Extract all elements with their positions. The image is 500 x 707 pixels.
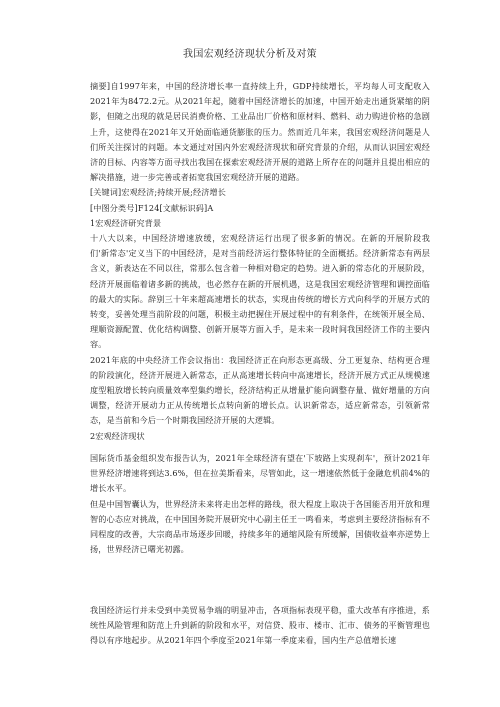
classification-line: [中图分类号]F124[文献标识码]A: [90, 202, 214, 213]
section1-paragraph-1: 十八大以来，中国经济增速放缓，宏观经济运行出现了很多新的情况。在新的开展阶段我们'新常态'定义当下的中国经济，是对当前经济运行整体特征的全面概括。经济新常态有两层含义，新表达在不同以往，常那么包含着一种相对稳定的趋势。进入新的常态化的开展阶段，经济开展面临着诸多新的挑战，也必然存在新的开展机遇，这是我国宏观经济管理和调控面临的最大的实际。辞别三十年来超高速增长的状态，实现由传统的增长方式向科学的开展方式的转变，妥善处理当前阶段的问题，积极主动把握住开展过程中的有利条件，在统领开展全局、理顺资源配置、优化结构调整、创新开展等方面入手，是未来一段时间我国经济工作的主要内容。: [90, 233, 430, 350]
section2-paragraph-3: 我国经济运行并未受到中美贸易争端的明显冲击，各项指标表现平稳，重大改革有序推进，系统性风险管理和防范上升到新的阶段和水平，对信贷、股市、楼市、汇市、债务的平衡管理也得以有序地起步。从2021年四个季度至2021年第一季度来看，国内生产总值增长速: [90, 605, 430, 646]
section2-heading: 2宏观经济现状: [90, 430, 145, 441]
abstract-section: [90, 79, 430, 444]
section1-heading: 1宏观经济研究背景: [90, 217, 162, 228]
section2-block-1: [90, 451, 430, 557]
section1-paragraph-2: 2021年底的中央经济工作会议指出：我国经济正在向形态更高级、分工更复杂、结构更合理的阶段演化，经济开展进入新常态，正从高速增长转向中高速增长，经济开展方式正从规模速度型粗放增长转向质量效率型集约增长，经济结构正从增量扩能向调整存量、做好增量的方向调整，经济开展动力正从传统增长点转向新的增长点。认识新常态，适应新常态，引领新常态，是当前和今后一个时期我国经济开展的大逻辑。: [90, 354, 430, 426]
page-title: 我国宏观经济现状分析及对策: [183, 49, 317, 60]
section2-block-2: [90, 603, 430, 649]
section2-paragraph-2: 但是中国智囊认为，世界经济未来将走出怎样的路线，很大程度上取决于各国能否用开放和理智的心态应对挑战，在中国国务院开展研究中心副主任王一鸣看来，考虑到主要经济指标有不同程度的改善，大宗商品市场逐步回暖，持续多年的通缩风险有所缓解，国债收益率亦逆势上扬，世界经济已曙光初露。: [90, 498, 430, 555]
section2-paragraph-1: 国际货币基金组织发布报告认为，2021年全球经济有望在'下坡路上实现刹车'，预计2021年世界经济增速将到达3.6%，但在拉美斯看来，尽管如此，这一增速依然低于金融危机前4%的增长水平。: [90, 453, 430, 494]
abstract-paragraph: 摘要]自1997年来，中国的经济增长率一直持续上升，GDP持续增长，平均每人可支配收入2021年为8472.2元。从2021年起，随着中国经济增长的加速，中国开始走出通货紧缩的阴影，但随之出现的就是居民消费价格、工业品出厂价格和原材料、燃料、动力购进价格的急剧上升，这使得在2021年又开始面临通货膨胀的压力。然而近几年来，我国宏观经济问题是人们所关注探讨的问题。本文通过对国内外宏观经济现状和研究背景的介绍，从而认识国宏观经济的目标、内容等方面寻找出我国在探索宏观经济开展的道路上所存在的问题并且提出相应的解决措施，进一步完善或者拓宽我国宏观经济开展的道路。: [90, 81, 430, 183]
keywords-line: [关键词]宏观经济;持续开展;经济增长: [90, 187, 227, 198]
